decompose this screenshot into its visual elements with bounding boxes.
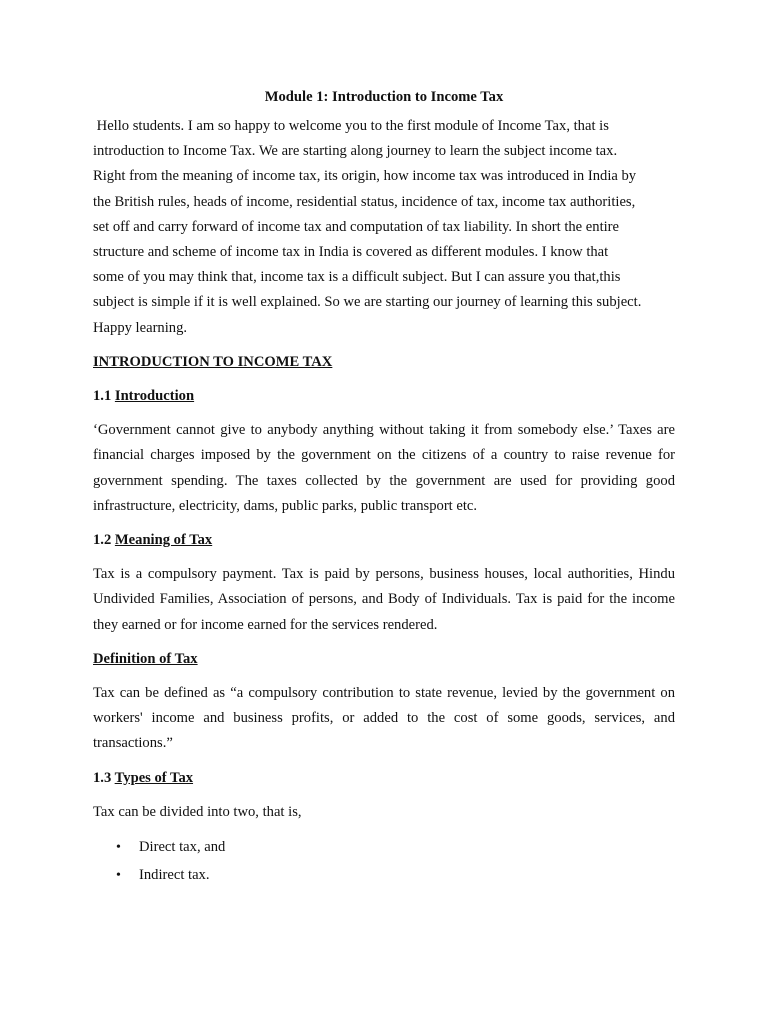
intro-line: subject is simple if it is well explained. So we are starting our journey of learning this subject. xyxy=(93,294,642,311)
intro-line: set off and carry forward of income tax and computation of tax liability. In short the entire xyxy=(93,218,620,235)
intro-line: Hello students. I am so happy to welcome you to the first module of Income Tax, that is xyxy=(93,118,609,134)
definition-heading xyxy=(93,647,675,672)
section-1-3-heading xyxy=(93,766,675,791)
section-number: 1.1 xyxy=(93,388,115,405)
tax-types-list xyxy=(93,834,675,889)
intro-line: Right from the meaning of income tax, its origin, how income tax was introduced in India by xyxy=(93,168,637,185)
module-title: Module 1: Introduction to Income Tax xyxy=(264,89,504,105)
section-title: Introduction xyxy=(114,388,195,405)
section-title: Meaning of Tax xyxy=(114,532,213,549)
intro-line: Happy learning. xyxy=(93,319,188,336)
definition-title: Definition of Tax xyxy=(93,650,198,667)
section-number: 1.2 xyxy=(93,532,115,549)
main-section-heading xyxy=(93,350,675,375)
section-1-2-text: Tax is a compulsory payment. Tax is paid by persons, business houses, local authorities, Hindu Undivided Families, Association of persons, and Body of Individuals. Tax is paid for the income they earned or for income earned for the services rendered. xyxy=(93,566,675,633)
document-page xyxy=(93,86,675,889)
intro-line: introduction to Income Tax. We are starting along journey to learn the subject income tax. xyxy=(93,143,618,160)
section-1-1-text: ‘Government cannot give to anybody anything without taking it from somebody else.’ Taxes are financial charges imposed by the government on the citizens of a country to raise revenue for government spending. The taxes collected by the government are used for providing good infrastructure, electricity, dams, public parks, public transport etc. xyxy=(93,422,675,514)
intro-line: the British rules, heads of income, residential status, incidence of tax, income tax authorities, xyxy=(93,193,636,210)
section-1-3-text: Tax can be divided into two, that is, xyxy=(93,803,302,820)
list-item xyxy=(93,834,675,862)
list-item xyxy=(93,862,675,890)
list-item-text: Indirect tax. xyxy=(139,866,210,883)
intro-paragraph xyxy=(93,114,675,341)
intro-line: some of you may think that, income tax is a difficult subject. But I can assure you that,this xyxy=(93,269,621,286)
section-title: Types of Tax xyxy=(114,769,194,786)
intro-line: structure and scheme of income tax in India is covered as different modules. I know that xyxy=(93,244,609,261)
bullet-icon: • xyxy=(116,840,121,856)
definition-text: Tax can be defined as “a compulsory contribution to state revenue, levied by the government on workers' income and business profits, or added to the cost of some goods, services, and transactions.” xyxy=(93,685,675,752)
bullet-icon: • xyxy=(116,867,121,883)
section-1-2-heading xyxy=(93,528,675,553)
section-1-1-heading xyxy=(93,384,675,409)
section-number: 1.3 xyxy=(93,769,115,786)
list-item-text: Direct tax, and xyxy=(139,839,226,856)
main-heading-text: INTRODUCTION TO INCOME TAX xyxy=(93,353,333,370)
